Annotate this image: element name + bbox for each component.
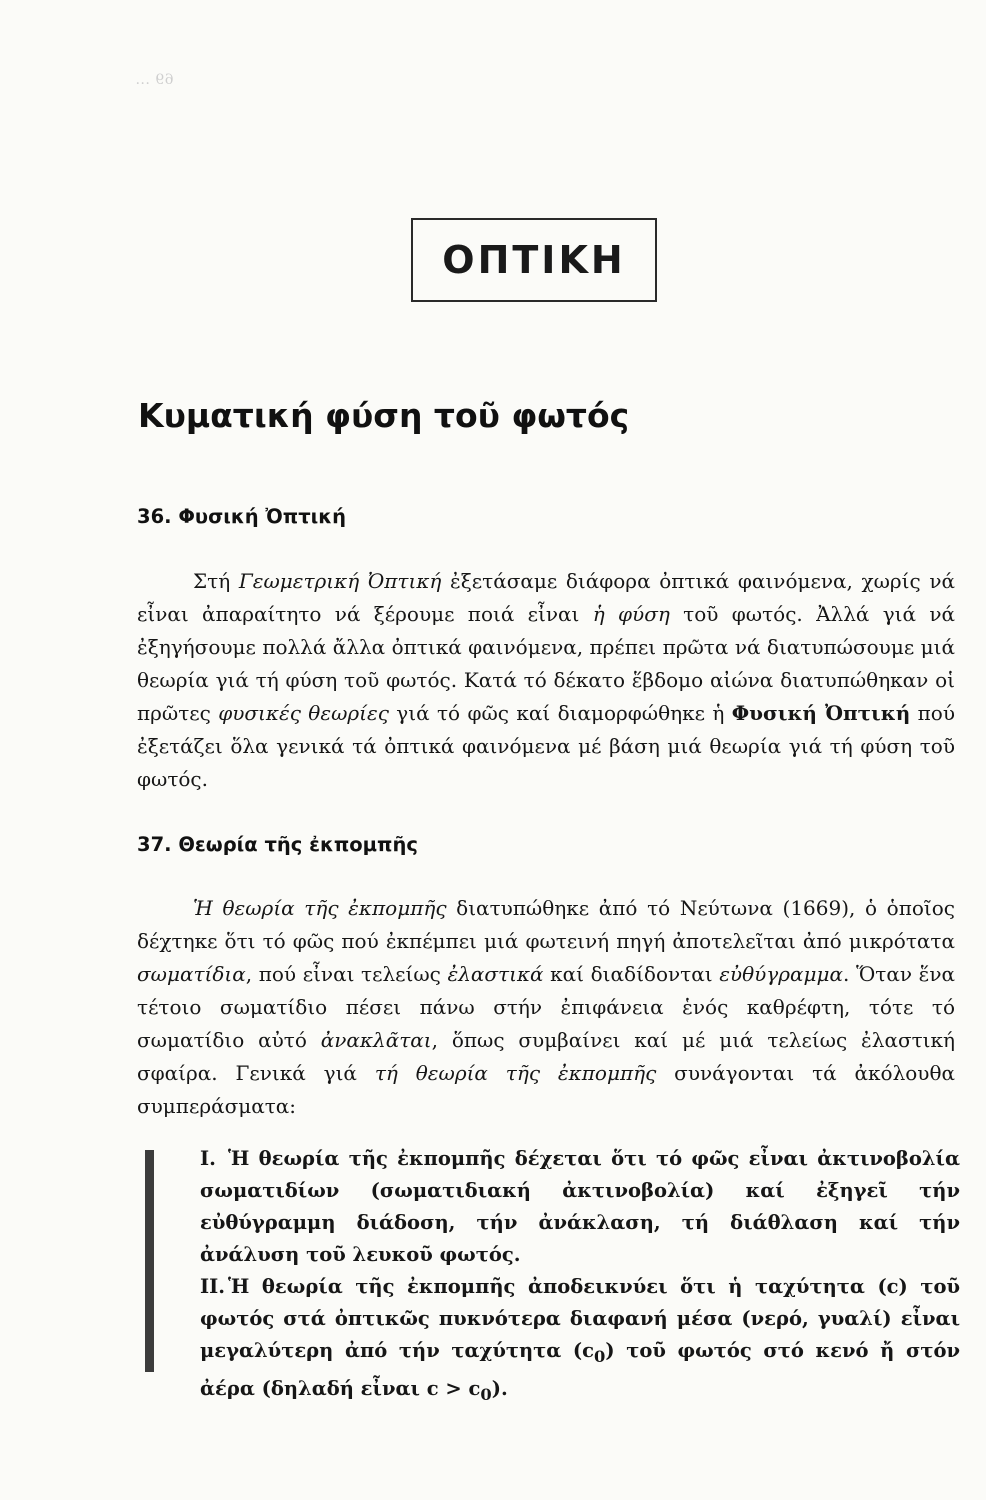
item-text: Ἡ θεωρία τῆς ἐκπομπῆς δέχεται ὅτι τό φῶς εἶναι ἀκτινοβολία σωματιδίων (σωματιδιακή ἀκτινοβολία) καί ἐξηγεῖ τήν εὐθύγραμμη διάδοση, τήν ἀνάκλαση, τή διάθλαση καί τήν ἀνάλυση τοῦ λευκοῦ φωτός. [200, 1147, 960, 1266]
section-36-paragraph: Στή Γεωμετρική Ὀπτική ἐξετάσαμε διάφορα ὀπτικά φαινόμενα, χωρίς νά εἶναι ἀπαραίτητο νά ξέρουμε ποιά εἶναι ἡ φύση τοῦ φωτός. Ἀλλά γιά νά ἐξηγήσουμε πολλά ἄλλα ὀπτικά φαινόμενα, πρέπει πρῶτα νά διατυπώσουμε μιά θεωρία γιά τή φύση τοῦ φωτός. Κατά τό δέκατο ἕβδομο αἰώνα διατυπώθηκαν οἱ πρῶτες φυσικές θεωρίες γιά τό φῶς καί διαμορφώθηκε ἡ Φυσική Ὀπτική πού ἐξετάζει ὅλα γενικά τά ὀπτικά φαινόμενα μέ βάση μιά θεωρία γιά τή φύση τοῦ φωτός. [137, 569, 956, 791]
bleed-through-text: 69 ... [135, 72, 174, 88]
item-label: II. [200, 1275, 226, 1298]
section-label-box [411, 218, 657, 302]
section-37-heading [137, 833, 418, 856]
item-label: I. [200, 1147, 216, 1170]
item-text: Ἡ θεωρία τῆς ἐκπομπῆς ἀποδεικνύει ὅτι ἡ ταχύτητα (c) τοῦ φωτός στά ὀπτικῶς πυκνότερα διαφανή μέσα (νερό, γυαλί) εἶναι μεγαλύτερη ἀπό τήν ταχύτητα (c [200, 1275, 960, 1362]
section-36-heading [137, 505, 346, 528]
highlight-bar [145, 1150, 154, 1372]
section-title: Θεωρία τῆς ἐκπομπῆς [178, 833, 418, 856]
section-37-paragraph: Ἡ θεωρία τῆς ἐκπομπῆς διατυπώθηκε ἀπό τό Νεύτωνα (1669), ὁ ὁποῖος δέχτηκε ὅτι τό φῶς πού ἐκπέμπει μιά φωτεινή πηγή ἀποτελεῖται ἀπό μικρότατα σωματίδια, πού εἶναι τελείως ἐλαστικά καί διαδίδονται εὐθύγραμμα. Ὅταν ἕνα τέτοιο σωματίδιο πέσει πάνω στήν ἐπιφάνεια ἑνός καθρέφτη, τότε τό σωματίδιο αὐτό ἀνακλᾶται, ὅπως συμβαίνει καί μέ μιά τελείως ἐλαστική σφαίρα. Γενικά γιά τή θεωρία τῆς ἐκπομπῆς συνάγονται τά ἀκόλουθα συμπεράσματα: [137, 896, 956, 1118]
section-number: 37. [137, 833, 172, 856]
conclusions-list [200, 1143, 960, 1411]
conclusion-item: II. Ἡ θεωρία τῆς ἐκπομπῆς ἀποδεικνύει ὅτι ἡ ταχύτητα (c) τοῦ φωτός στά ὀπτικῶς πυκνότερα διαφανή μέσα (νερό, γυαλί) εἶναι μεγαλύτερη ἀπό τήν ταχύτητα $(c_0)$ τοῦ φωτός στό κενό ἤ στόν ἀέρα (δηλαδή εἶναι $c > c_0$). [200, 1271, 960, 1411]
section-label: ΟΠΤΙΚΗ [442, 238, 626, 282]
conclusion-item [200, 1143, 960, 1271]
section-title: Φυσική Ὀπτική [178, 505, 346, 528]
section-number: 36. [137, 505, 172, 528]
chapter-title: Κυματική φύση τοῦ φωτός [138, 396, 630, 435]
